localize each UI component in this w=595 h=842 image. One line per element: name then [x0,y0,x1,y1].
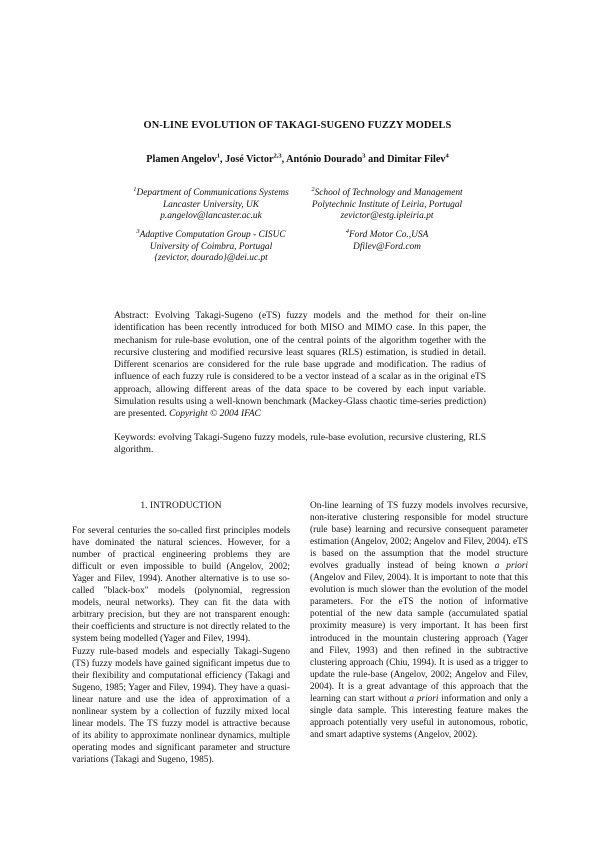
author-affiliation-mark: 2,3 [273,152,282,160]
abstract-text: Abstract: Evolving Takagi-Sugeno (eTS) fuzzy models and the method for their on-line identification has been recently introduced for both MISO and MIMO case. In this paper, the mechanism for rule-base evolution, one of the central points of the algorithm together with the recursive clustering and modified recursive least squares (RLS) estimation, is studied in detail. Different scenarios are considered for the rule base upgrade and modification. The radius of influence of each fuzzy rule is considered to be a vector instead of a scalar as in the original eTS approach, allowing different areas of the data space to be covered by each input variable. Simulation results using a well-known benchmark (Mackey-Glass chaotic time-series prediction) are presented. [114,311,486,420]
author-list [0,154,595,165]
author-name: Dimitar Filev [387,154,446,165]
author-separator: and [365,154,388,165]
author-name: Plamen Angelov [146,154,217,165]
paper-title: ON-LINE EVOLUTION OF TAKAGI-SUGENO FUZZY MODELS [143,120,452,131]
affiliation-4 [282,227,492,253]
body-column-left [72,500,290,766]
copyright-notice: Copyright © 2004 IFAC [169,409,261,420]
author-separator: , [220,154,226,165]
paragraph-text: information and only a single data sample. This interesting feature makes the approach potentially very useful in autonomous, robotic, and smart adaptive systems (Angelov, 2002). [310,693,528,740]
paragraph-text: (Angelov and Filev, 2004). It is important to note that this evolution is much slower than the evolution of the model parameters. For the eTS the notion of informative potential of the new data sample (accumulated spatial proximity measure) is very important. It has been first introduced in the mountain clustering approach (Yager and Filev, 1993) and then refined in the subtractive clustering approach (Chiu, 1994). It is used as a trigger to update the rule-base (Angelov, 2002; Angelov and Filev, 2004). It is a great advantage of this approach that the learning can start without [310,573,528,704]
paragraph [310,500,528,741]
affiliation-line: School of Technology and Management [314,188,463,198]
affiliation-mark: 2 [311,185,315,193]
affiliation-line: University of Coimbra, Portugal [149,241,273,252]
affiliation-email: zevictor@estg.ipleiria.pt [340,211,434,222]
affiliation-mark: 3 [136,227,140,235]
affiliation-line: Polytechnic Institute of Leiria, Portugal [311,199,463,210]
paragraph: Fuzzy rule-based models and especially Takagi-Sugeno (TS) fuzzy models have gained significant impetus due to their flexibility and computational efficiency (Takagi and Sugeno, 1985; Yager and Filev, 1994). They have a quasi-linear nature and use the idea of approximation of a nonlinear system by a collection of fuzzily mixed local linear models. The TS fuzzy model is attractive because of its ability to approximate nonlinear dynamics, multiple operating modes and significant parameter and structure variations (Takagi and Sugeno, 1985). [72,646,290,765]
affiliation-line: Department of Communications Systems [136,188,289,198]
keywords: Keywords: evolving Takagi-Sugeno fuzzy models, rule-base evolution, recursive clustering, RLS algorithm. [114,433,486,456]
author-separator: , [281,154,287,165]
author-affiliation-mark: 3 [362,152,366,160]
affiliation-line: Lancaster University, UK [162,199,260,210]
affiliation-mark: 4 [345,227,349,235]
author-name: José Victor [225,154,274,165]
author-name: António Dourado [286,154,363,165]
affiliation-line: Ford Motor Co.,USA [348,230,429,240]
affiliation-email: {zevictor, dourado}@dei.uc.pt [154,253,268,264]
author-affiliation-mark: 1 [216,152,221,160]
affiliation-email: p.angelov@lancaster.ac.uk [160,211,262,222]
affiliation-2 [282,185,492,223]
affiliation-mark: 1 [133,185,137,193]
affiliation-line: Adaptive Computation Group - CISUC [139,230,286,240]
emphasis-text: a priori [494,561,528,572]
paragraph: For several centuries the so-called first principles models have dominated the natural sciences. However, for a number of practical engineering problems they are difficult or even impossible to build (Angelov, 2002; Yager and Filev, 1994). Another alternative is to use so-called "black-box" models (polynomial, regression models, neural networks). They can fit the data with arbitrary precision, but they are not transparent enough: their coefficients and structure is not directly related to the system being modelled (Yager and Filev, 1994). [72,526,290,645]
section-heading: 1. INTRODUCTION [140,501,222,511]
emphasis-text: a priori [409,693,439,704]
abstract [114,310,486,421]
paragraph-text: On-line learning of TS fuzzy models involves recursive, non-iterative clustering responsible for model structure (rule base) learning and recursive consequent parameter estimation (Angelov, 2002; Angelov and Filev, 2004). eTS is based on the assumption that the model structure evolves gradually instead of being known [310,501,528,572]
body-column-right [310,500,528,741]
affiliation-email: Dfilev@Ford.com [353,241,421,252]
author-affiliation-mark: 4 [445,152,449,160]
